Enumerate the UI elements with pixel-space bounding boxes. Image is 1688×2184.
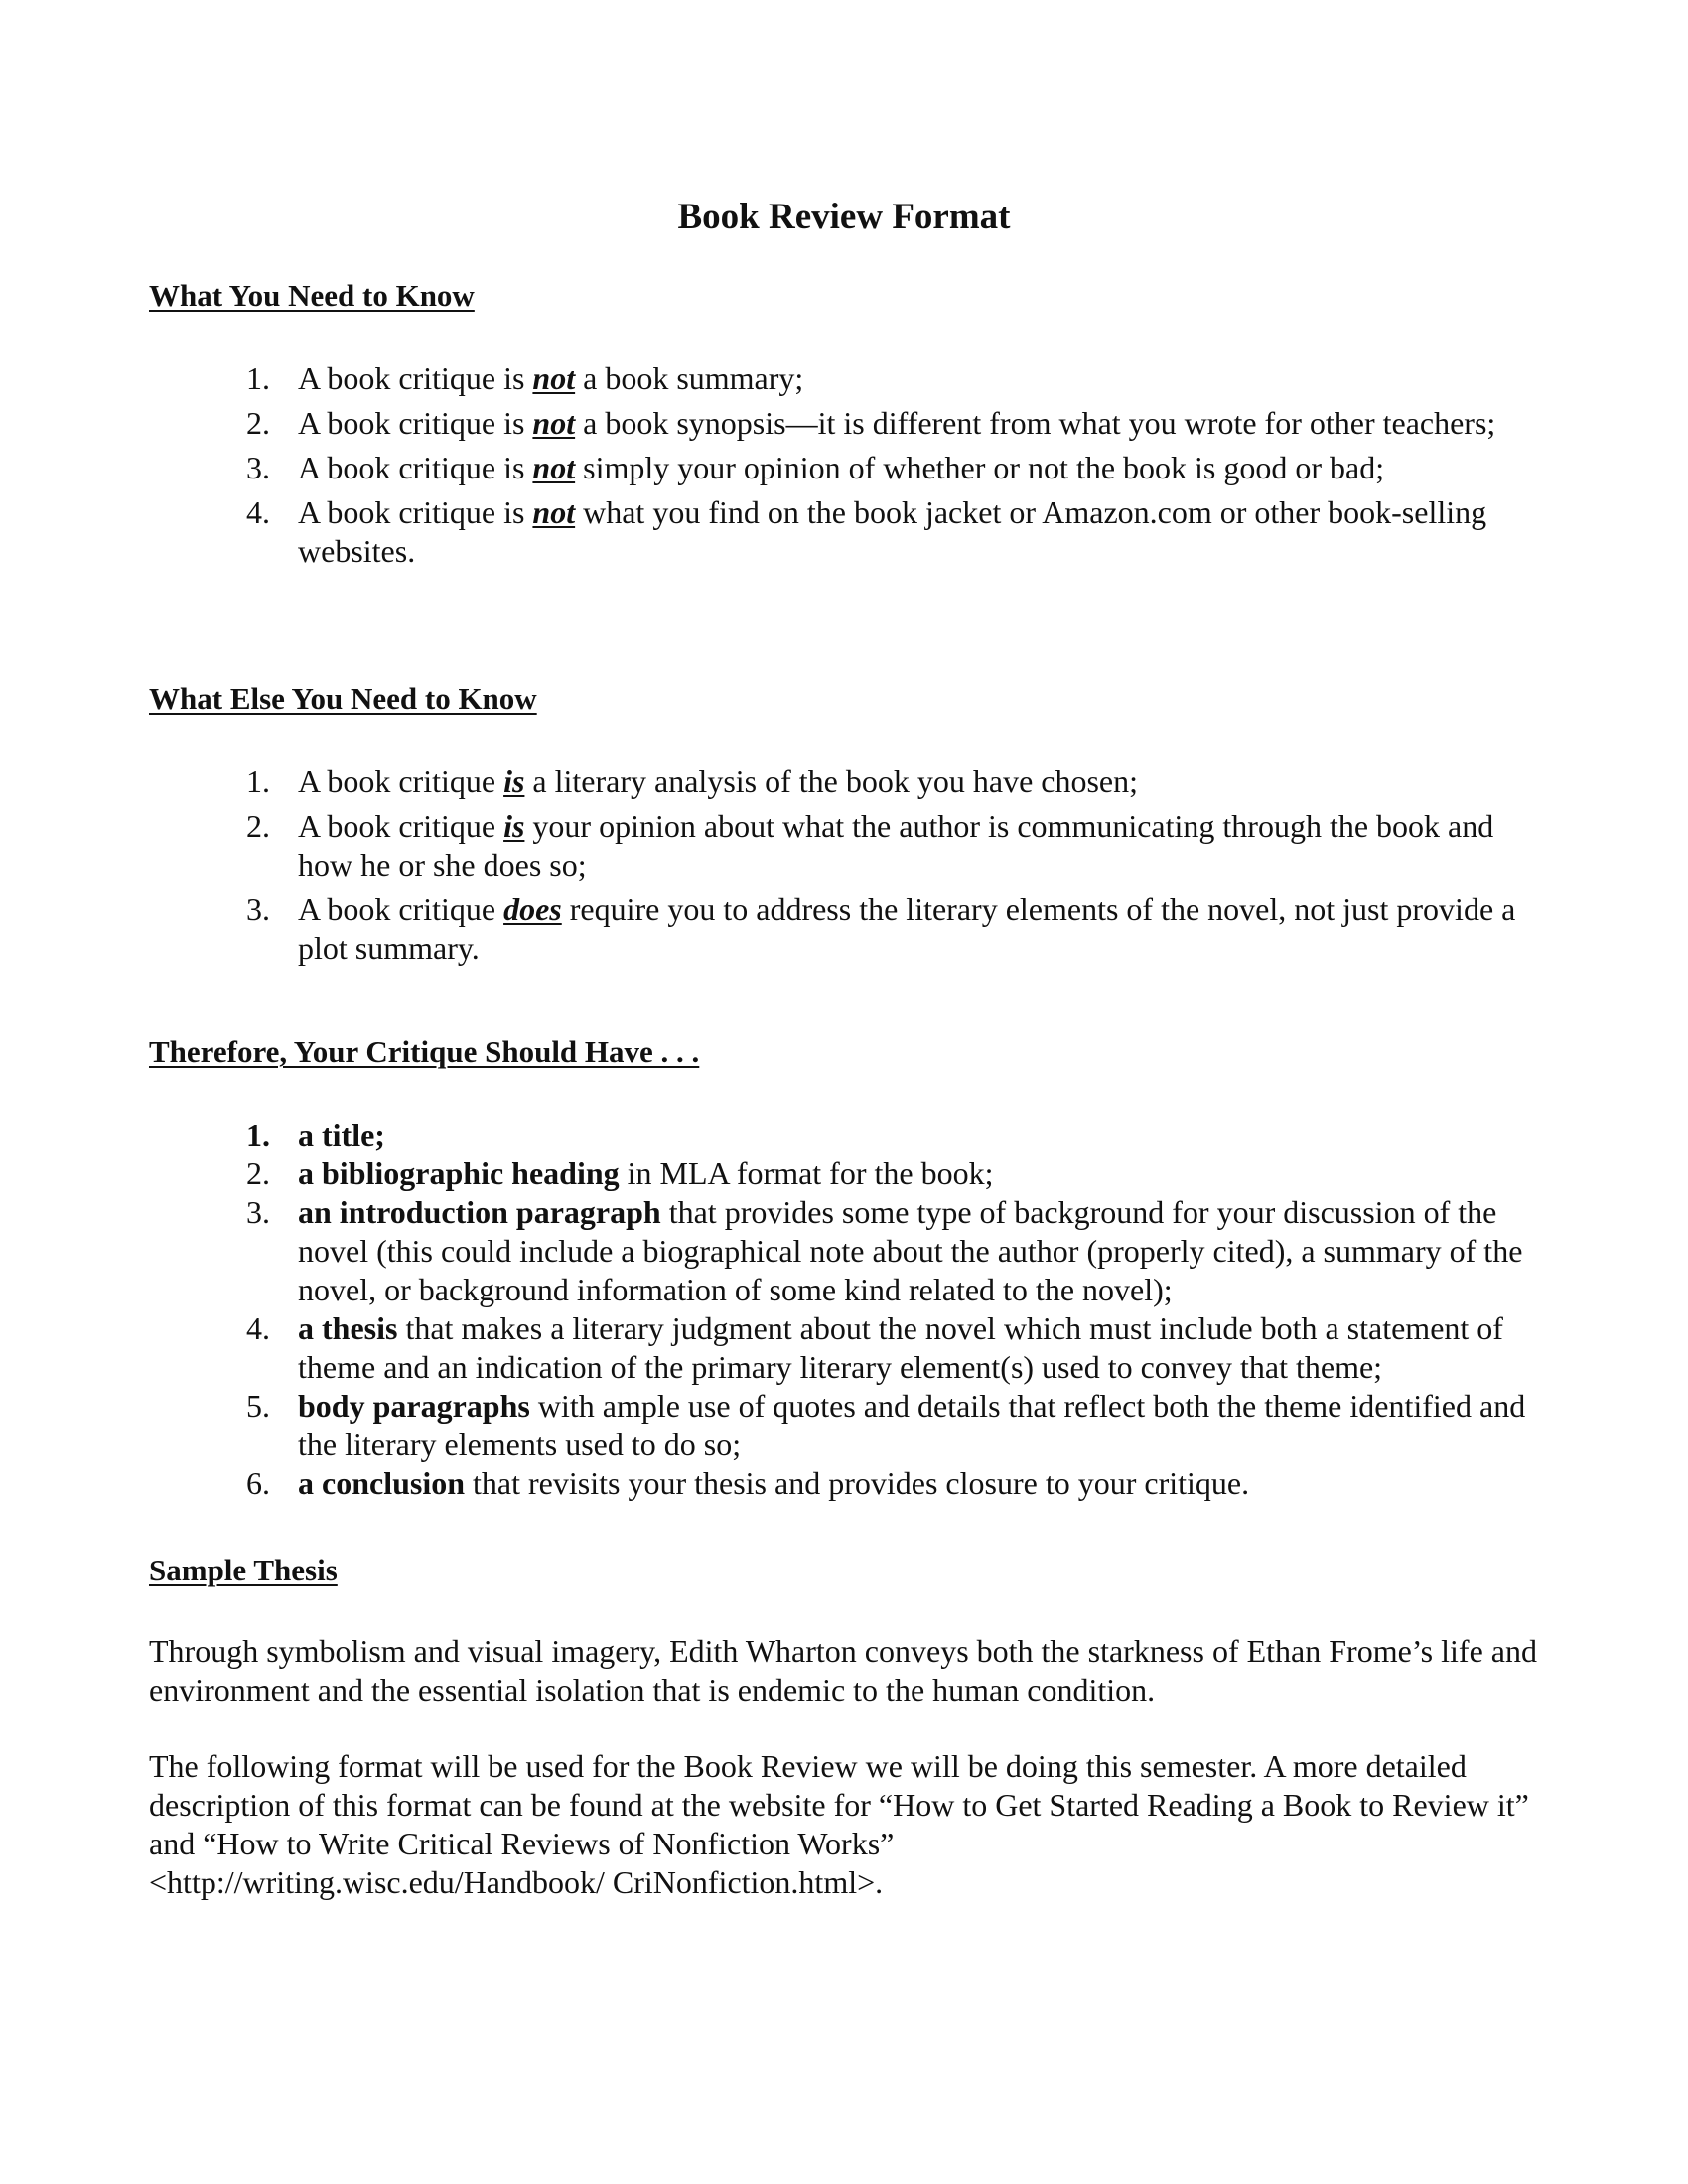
list-item [0, 1116, 1688, 1155]
item-text-after: your opinion about what the author is communicating through the book and how he or she does so; [298, 808, 1494, 883]
website-link-text: <http://writing.wisc.edu/Handbook/ CriNonfiction.html>. [149, 1864, 884, 1900]
item-number: 3. [246, 1194, 270, 1230]
item-emphasis: not [532, 450, 576, 485]
item-strong: a bibliographic heading [298, 1156, 620, 1191]
item-text-after: simply your opinion of whether or not the book is good or bad; [575, 450, 1385, 485]
item-emphasis: is [503, 763, 525, 799]
item-number: 1. [246, 360, 270, 396]
list-item [0, 1155, 1688, 1193]
item-rest: that revisits your thesis and provides closure to your critique. [465, 1465, 1250, 1501]
item-number: 5. [246, 1388, 270, 1424]
item-text-before: A book critique is [298, 450, 533, 485]
section-heading-what-you-need-to-know: What You Need to Know [149, 278, 475, 313]
item-number: 2. [246, 808, 270, 844]
item-text-before: A book critique is [298, 405, 533, 441]
list-item [0, 449, 1688, 487]
item-text-before: A book critique [298, 763, 504, 799]
item-emphasis: not [532, 360, 576, 396]
item-number: 3. [246, 891, 270, 927]
list-item [0, 1193, 1688, 1309]
list-item [0, 1387, 1688, 1464]
item-emphasis: does [503, 891, 562, 927]
item-strong: body paragraphs [298, 1388, 530, 1424]
item-text-before: A book critique is [298, 360, 533, 396]
item-strong: an introduction paragraph [298, 1194, 661, 1230]
item-text-after: what you find on the book jacket or Amazon.com or other book-selling websites. [298, 494, 1487, 569]
list-item [0, 762, 1688, 801]
item-emphasis: not [532, 494, 576, 530]
item-text-before: A book critique [298, 891, 504, 927]
item-number: 4. [246, 494, 270, 530]
item-text-before: A book critique [298, 808, 504, 844]
item-text-after: a book summary; [575, 360, 804, 396]
item-text-before: A book critique is [298, 494, 533, 530]
section-heading-critique-should-have: Therefore, Your Critique Should Have . . . [149, 1034, 700, 1069]
item-strong: a conclusion [298, 1465, 466, 1501]
item-number: 4. [246, 1310, 270, 1346]
section-heading-sample-thesis: Sample Thesis [149, 1553, 338, 1587]
item-number: 1. [246, 1117, 270, 1153]
item-number: 1. [246, 763, 270, 799]
list-item [0, 807, 1688, 885]
item-text-after: a book synopsis—it is different from what you wrote for other teachers; [575, 405, 1496, 441]
item-text-after: require you to address the literary elements of the novel, not just provide a plot summary. [298, 891, 1516, 966]
list-what-else-you-need-to-know [0, 762, 1688, 968]
section-heading-what-else-you-need-to-know: What Else You Need to Know [149, 681, 537, 716]
item-number: 6. [246, 1465, 270, 1501]
item-emphasis: is [503, 808, 525, 844]
list-item [0, 1464, 1688, 1503]
list-item [0, 890, 1688, 968]
item-number: 3. [246, 450, 270, 485]
format-note-text: The following format will be used for the Book Review we will be doing this semester. A more detailed description of this format can be found at the website for “How to Get Started Reading a Book to Review it” and “How to Write Critical Reviews of Nonfiction Works” [149, 1748, 1529, 1861]
item-number: 2. [246, 1156, 270, 1191]
list-item [0, 359, 1688, 398]
item-emphasis: not [532, 405, 576, 441]
format-note-paragraph [149, 1747, 1559, 1902]
item-strong: a title; [298, 1117, 385, 1153]
list-item [0, 404, 1688, 443]
item-number: 2. [246, 405, 270, 441]
item-strong: a thesis [298, 1310, 398, 1346]
item-rest: in MLA format for the book; [619, 1156, 994, 1191]
item-rest: with ample use of quotes and details that reflect both the theme identified and the literary elements used to do so; [298, 1388, 1526, 1462]
list-what-you-need-to-know [0, 359, 1688, 571]
list-critique-should-have [0, 1116, 1688, 1503]
item-rest: that provides some type of background for your discussion of the novel (this could include a biographical note about the author (properly cited), a summary of the novel, or background information of some kind related to the novel); [298, 1194, 1523, 1307]
list-item [0, 1309, 1688, 1387]
list-item [0, 493, 1688, 571]
document-title: Book Review Format [677, 197, 1011, 237]
sample-thesis-text: Through symbolism and visual imagery, Edith Wharton conveys both the starkness of Ethan Frome’s life and environment and the essential isolation that is endemic to the human condition. [149, 1633, 1537, 1707]
item-text-after: a literary analysis of the book you have chosen; [524, 763, 1139, 799]
item-rest: that makes a literary judgment about the novel which must include both a statement of theme and an indication of the primary literary element(s) used to convey that theme; [298, 1310, 1503, 1385]
